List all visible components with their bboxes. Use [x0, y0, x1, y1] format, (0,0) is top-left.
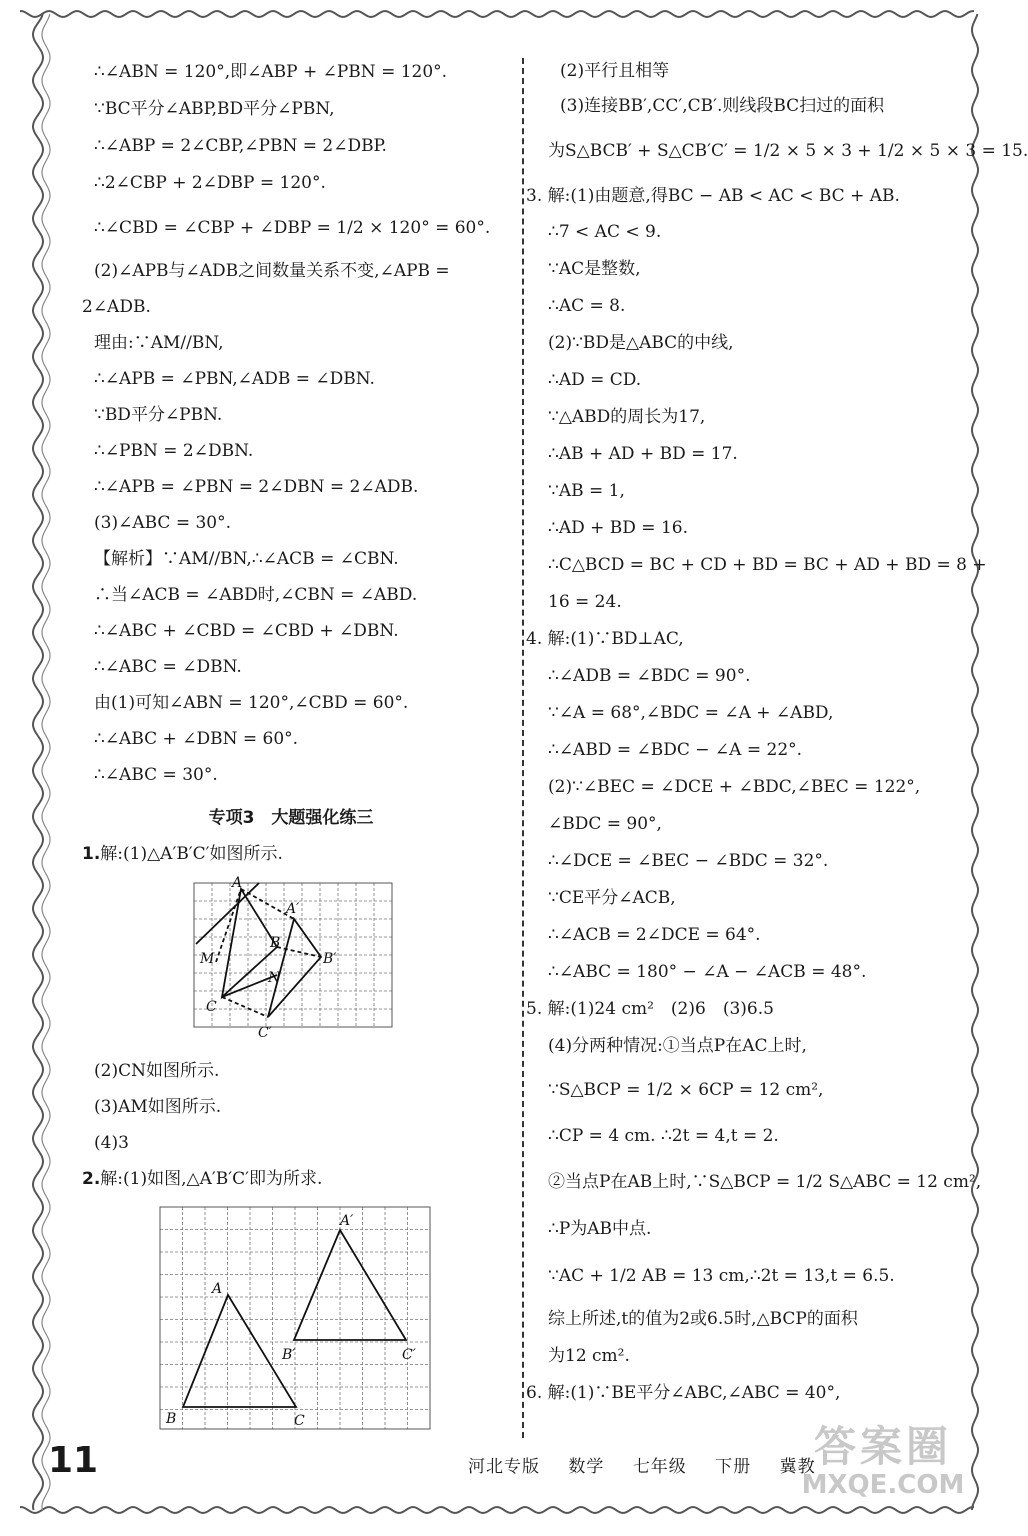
- right-line-33: 为12 cm².: [548, 1346, 630, 1366]
- left-line-0: ∴∠ABN = 120°,即∠ABP + ∠PBN = 120°.: [94, 62, 448, 82]
- right-line-18: ∴∠ABD = ∠BDC − ∠A = 22°.: [548, 740, 803, 760]
- q1-label-A-prime: A′: [286, 901, 300, 917]
- right-line-28: ∴CP = 4 cm. ∴2t = 4,t = 2.: [548, 1126, 779, 1146]
- q1-label-N: N: [268, 970, 281, 986]
- right-line-3: 3. 解:(1)由题意,得BC − AB < AC < BC + AB.: [526, 186, 900, 206]
- q2-head-text: 解:(1)如图,△A′B′C′即为所求.: [100, 1169, 323, 1189]
- right-line-17: ∵∠A = 68°,∠BDC = ∠A + ∠ABD,: [548, 703, 834, 723]
- right-line-7: (2)∵BD是△ABC的中线,: [548, 333, 734, 353]
- right-line-27: ∵S△BCP = 1/2 × 6CP = 12 cm²,: [548, 1080, 824, 1100]
- q1-answer-2: (4)3: [94, 1133, 129, 1153]
- q1-grid-figure: [186, 877, 446, 1047]
- right-line-14: 16 = 24.: [548, 592, 622, 612]
- left-column: [82, 54, 500, 1441]
- footer-subject: 数学: [568, 1457, 605, 1477]
- right-column: [526, 54, 1028, 1411]
- q1-number: 1.: [82, 844, 101, 864]
- page-number: 11: [48, 1440, 99, 1481]
- right-line-32: 综上所述,t的值为2或6.5时,△BCP的面积: [548, 1309, 858, 1329]
- footer-grade: 七年级: [632, 1457, 687, 1477]
- left-line-14: ∴当∠ACB = ∠ABD时,∠CBN = ∠ABD.: [94, 585, 418, 605]
- right-line-11: ∵AB = 1,: [548, 481, 625, 501]
- right-line-19: (2)∵∠BEC = ∠DCE + ∠BDC,∠BEC = 122°,: [548, 777, 921, 797]
- q2-grid-figure: [156, 1203, 436, 1435]
- left-line-1: ∵BC平分∠ABP,BD平分∠PBN,: [94, 99, 335, 119]
- q2-label-B-prime: B′: [282, 1347, 296, 1363]
- right-line-34: 6. 解:(1)∵BE平分∠ABC,∠ABC = 40°,: [526, 1383, 841, 1403]
- right-line-12: ∴AD + BD = 16.: [548, 518, 688, 538]
- q1-label-C-prime: C′: [258, 1025, 272, 1041]
- footer-publisher: 冀教: [779, 1457, 816, 1477]
- q1-label-C: C: [206, 999, 217, 1015]
- left-line-10: ∴∠PBN = 2∠DBN.: [94, 441, 254, 461]
- q1-label-B: B: [270, 935, 281, 951]
- left-line-2: ∴∠ABP = 2∠CBP,∠PBN = 2∠DBP.: [94, 136, 387, 156]
- q2-label-B: B: [166, 1411, 177, 1427]
- right-line-29: ②当点P在AB上时,∵S△BCP = 1/2 S△ABC = 12 cm²,: [548, 1172, 982, 1192]
- right-line-8: ∴AD = CD.: [548, 370, 642, 390]
- right-line-1: (3)连接BB′,CC′,CB′.则线段BC扫过的面积: [560, 96, 885, 116]
- left-line-11: ∴∠APB = ∠PBN = 2∠DBN = 2∠ADB.: [94, 477, 419, 497]
- right-line-0: (2)平行且相等: [560, 61, 670, 81]
- section-title: 专项3 大题强化练三: [208, 808, 374, 828]
- right-line-2: 为S△BCB′ + S△CB′C′ = 1/2 × 5 × 3 + 1/2 × 5 × 3 = 15.: [548, 141, 1028, 161]
- left-line-12: (3)∠ABC = 30°.: [94, 513, 232, 533]
- left-solution-lines: [82, 54, 500, 793]
- left-line-5: (2)∠APB与∠ADB之间数量关系不变,∠APB =: [94, 261, 450, 281]
- q1-answer-0: (2)CN如图所示.: [94, 1061, 220, 1081]
- q1-label-M: M: [200, 951, 215, 967]
- left-line-13: 【解析】∵AM//BN,∴∠ACB = ∠CBN.: [94, 549, 399, 569]
- q1-answer-lines: [82, 1053, 500, 1161]
- right-line-6: ∴AC = 8.: [548, 296, 626, 316]
- q2-heading: [82, 1161, 500, 1197]
- q1-label-B-prime: B′: [323, 951, 337, 967]
- watermark-site: MXQE.COM: [801, 1470, 965, 1500]
- footer-info: [468, 1452, 838, 1477]
- q1-label-A: A: [232, 875, 243, 891]
- right-line-9: ∵△ABD的周长为17,: [548, 407, 706, 427]
- right-line-21: ∴∠DCE = ∠BEC − ∠BDC = 32°.: [548, 851, 829, 871]
- left-line-17: 由(1)可知∠ABN = 120°,∠CBD = 60°.: [94, 693, 409, 713]
- left-line-4: ∴∠CBD = ∠CBP + ∠DBP = 1/2 × 120° = 60°.: [94, 218, 491, 238]
- right-solution-lines: [526, 54, 1028, 1411]
- right-line-25: 5. 解:(1)24 cm² (2)6 (3)6.5: [526, 999, 774, 1019]
- left-line-3: ∴2∠CBP + 2∠DBP = 120°.: [94, 173, 326, 193]
- right-line-20: ∠BDC = 90°,: [548, 814, 662, 834]
- right-line-10: ∴AB + AD + BD = 17.: [548, 444, 738, 464]
- q2-number: 2.: [82, 1169, 101, 1189]
- q1-heading: [82, 837, 500, 871]
- q2-label-A: A: [212, 1281, 223, 1297]
- left-line-7: 理由:∵AM//BN,: [94, 333, 224, 353]
- right-line-26: (4)分两种情况:①当点P在AC上时,: [548, 1036, 807, 1056]
- q2-label-C: C: [294, 1413, 305, 1429]
- left-line-18: ∴∠ABC + ∠DBN = 60°.: [94, 729, 299, 749]
- right-line-31: ∵AC + 1/2 AB = 13 cm,∴2t = 13,t = 6.5.: [548, 1266, 895, 1286]
- column-divider: [522, 58, 524, 1438]
- left-line-6: 2∠ADB.: [82, 297, 151, 317]
- q2-label-C-prime: C′: [402, 1347, 416, 1363]
- watermark-text: 答案圈: [813, 1422, 952, 1471]
- right-line-22: ∵CE平分∠ACB,: [548, 888, 676, 908]
- left-line-16: ∴∠ABC = ∠DBN.: [94, 657, 242, 677]
- left-line-9: ∵BD平分∠PBN.: [94, 405, 223, 425]
- right-line-23: ∴∠ACB = 2∠DCE = 64°.: [548, 925, 761, 945]
- right-line-4: ∴7 < AC < 9.: [548, 222, 662, 242]
- q1-answer-1: (3)AM如图所示.: [94, 1097, 222, 1117]
- left-line-19: ∴∠ABC = 30°.: [94, 765, 218, 785]
- footer-edition: 河北专版: [468, 1457, 540, 1477]
- q2-label-A-prime: A′: [340, 1213, 354, 1229]
- q1-head-text: 解:(1)△A′B′C′如图所示.: [100, 844, 283, 864]
- right-line-16: ∴∠ADB = ∠BDC = 90°.: [548, 666, 751, 686]
- footer-volume: 下册: [715, 1457, 752, 1477]
- watermark-logo: [793, 1414, 973, 1524]
- right-line-30: ∴P为AB中点.: [548, 1219, 652, 1239]
- right-line-13: ∴C△BCD = BC + CD + BD = BC + AD + BD = 8 +: [548, 555, 987, 575]
- right-line-15: 4. 解:(1)∵BD⊥AC,: [526, 629, 684, 649]
- left-line-8: ∴∠APB = ∠PBN,∠ADB = ∠DBN.: [94, 369, 375, 389]
- left-line-15: ∴∠ABC + ∠CBD = ∠CBD + ∠DBN.: [94, 621, 399, 641]
- right-line-24: ∴∠ABC = 180° − ∠A − ∠ACB = 48°.: [548, 962, 867, 982]
- right-line-5: ∵AC是整数,: [548, 259, 641, 279]
